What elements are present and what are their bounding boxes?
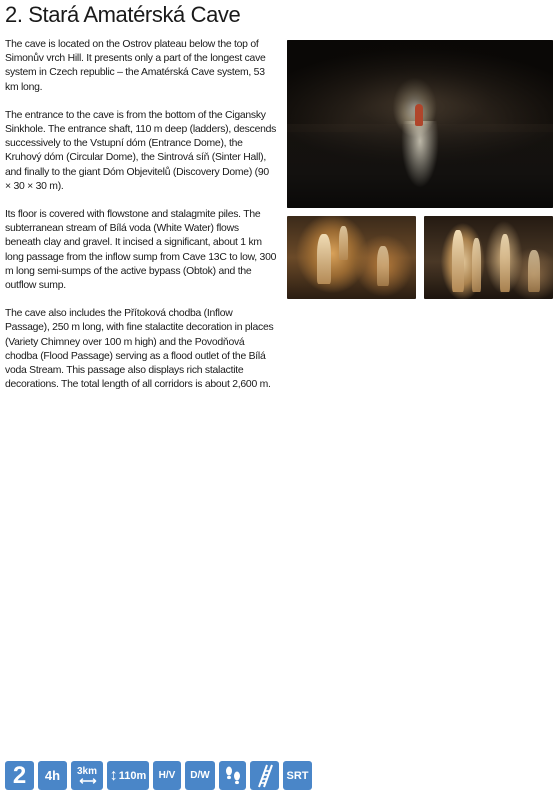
ladder-icon (250, 761, 279, 790)
stalagmite-shape (452, 230, 464, 292)
cave-info-icons (5, 760, 312, 791)
stalagmite-shape (528, 250, 540, 292)
paragraph-passages: The cave also includes the Přítoková chodba (Inflow Passage), 250 m long, with fine stalactite decoration in places (Variety Chimney over 100 m high) and the Povodňová chodba (Flood Passage) serving as a flood outlet of the Bílá voda Stream. This passage also displays rich stalactite decorations. The total length of all corridors is about 2,600 m. (5, 308, 274, 391)
stalagmite-shape (472, 238, 481, 292)
depth-badge (107, 761, 149, 790)
decoration-photo (424, 216, 553, 299)
footprints-icon (219, 761, 246, 790)
page-title: 2. Stará Amatérská Cave (5, 2, 241, 27)
vertical-arrow-icon: ↕ (109, 766, 118, 784)
stalagmite-photo (287, 216, 416, 299)
caver-figure (415, 104, 423, 126)
paragraph-location: The cave is located on the Ostrov plateau below the top of Simonův vrch Hill. It presents only a part of the longest cave system in Czech republic – the Amatérská Cave system, 53 km long. (5, 39, 266, 93)
horizontal-arrow-icon: ⟷ (79, 773, 95, 788)
depth-value: 110m (118, 769, 147, 782)
dry-wet-badge: D/W (185, 761, 215, 790)
srt-badge: SRT (283, 761, 312, 790)
horizontal-vertical-badge: H/V (153, 761, 181, 790)
stalagmite-shape (377, 246, 389, 286)
stalagmite-shape (500, 234, 510, 292)
duration-badge: 4h (38, 761, 67, 790)
body-text (5, 38, 277, 406)
difficulty-number-badge: 2 (5, 761, 34, 790)
stalactite-shape (339, 226, 348, 260)
paragraph-floor: Its floor is covered with flowstone and stalagmite piles. The subterranean stream of Bílá voda (White Water) flows beneath clay and gravel. It incised a significant, about 1 km long passage from the inflow sump from Cave 13C to low, 300 m long semi-sumps of the active bypass (Obtok) and the outflow sump. (5, 209, 277, 292)
stalagmite-shape (317, 234, 331, 284)
length-value: 3km (76, 765, 97, 777)
cave-lake-photo (287, 40, 553, 208)
length-badge (71, 761, 103, 790)
light-reflection (401, 121, 438, 188)
paragraph-entrance: The entrance to the cave is from the bottom of the Cigansky Sinkhole. The entrance shaft, 110 m deep (ladders), descends successively to the Vstupní dóm (Entrance Dome), the Kruhový dóm (Circular Dome), the Sintrová síň (Sinter Hall), and finally to the giant Dóm Objevitelů (Discovery Dome) (90 × 30 × 30 m). (5, 109, 277, 192)
